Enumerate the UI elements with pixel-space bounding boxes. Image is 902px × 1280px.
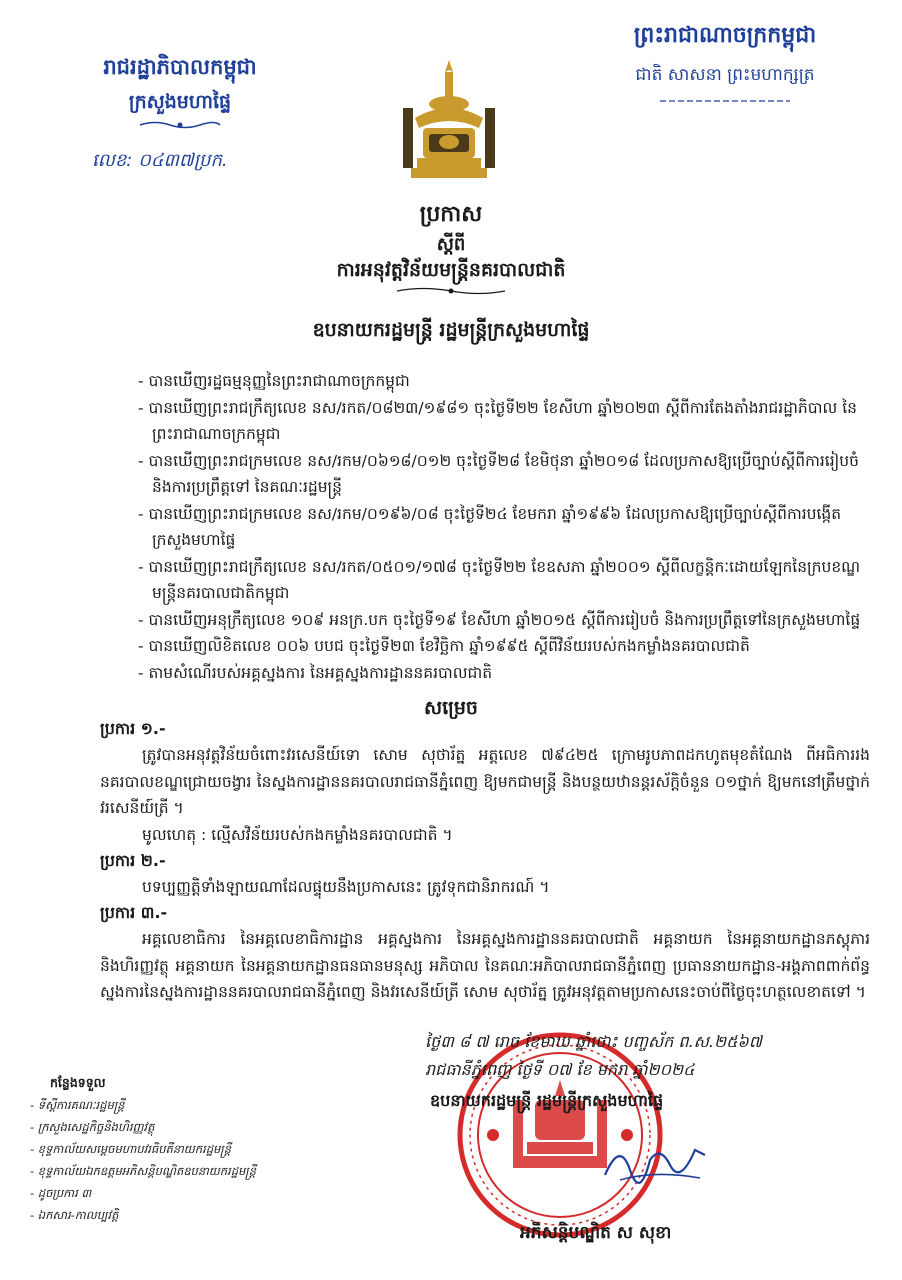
solar-date: រាជធានីភ្នំពេញ ថ្ងៃទី ០៧ ខែ មករា ឆ្នាំ២០២៤ [425,1060,695,1079]
list-item: - បានឃើញព្រះរាជក្រមលេខ នស/រកម/០១៩៦/០៨ ចុះថ្ងៃទី២៤ ខែមករា ឆ្នាំ១៩៩៦ ដែលប្រកាសឱ្យប្រើច្បាប់ស្តីពីការបង្កើតក្រសួងមហាផ្ទៃ [138,504,842,549]
left-header [50,52,310,138]
article-1-label: ប្រការ ១.- [100,719,166,738]
list-item: - ក្រសួងសេដ្ឋកិច្ចនិងហិរញ្ញវត្ថុ [30,1120,155,1134]
royal-emblem-icon [395,58,503,188]
list-item: - បានឃើញព្រះរាជក្រឹត្យលេខ នស/រកត/០៥០១/១៧៨ ចុះថ្ងៃទី២២ ខែឧសភា ឆ្នាំ២០០១ ស្តីពីលក្ខន្តិកៈដោយឡែកនៃក្របខណ្ឌមន្ត្រីនគរបាលជាតិកម្ពុជា [138,557,861,602]
list-item: - ខុទ្ទកាល័យឯកឧត្តមអភិសន្តិបណ្ឌិតឧបនាយករដ្ឋមន្ត្រី [30,1164,257,1178]
article-3-body: អគ្គលេខាធិការ នៃអគ្គលេខាធិការដ្ឋាន អគ្គស្នងការ នៃអគ្គស្នងការដ្ឋាននគរបាលជាតិ អគ្គនាយក នៃអគ្គនាយកដ្ឋានភស្តុភារនិងហិរញ្ញវត្ថុ អគ្គនាយក នៃអគ្គនាយកដ្ឋានធនធានមនុស្ស អភិបាល នៃគណៈអភិបាលរាជធានីភ្នំពេញ ប្រធាននាយកដ្ឋាន-អង្គភាពពាក់ព័ន្ធ ស្នងការនៃស្នងការដ្ឋាននគរបាលរាជធានីភ្នំពេញ និងវរសេនីយ៍ត្រី សោម សុថារ័ត្ន ត្រូវអនុវត្តតាមប្រកាសនេះចាប់ពីថ្ងៃចុះហត្ថលេខាតទៅ ។ [100,930,870,1001]
ministry-name: ក្រសួងមហាផ្ទៃ [128,91,232,113]
document-subtitle: ស្តីពី [436,234,466,255]
article-1-reason-text: មូលហេតុ : ល្មើសវិន័យរបស់កងកម្លាំងនគរបាលជាតិ ។ [142,826,453,844]
right-header [590,20,860,109]
article-1-text [100,742,870,822]
issuing-authority: ឧបនាយករដ្ឋមន្ត្រី រដ្ឋមន្ត្រីក្រសួងមហាផ្ទៃ [312,319,590,341]
article-2-body: បទប្បញ្ញត្តិទាំងឡាយណាដែលផ្ទុយនឹងប្រកាសនេះ ត្រូវទុកជានិរាករណ៍ ។ [142,878,550,896]
list-item: - ឯកសារ-កាលប្បវត្តិ [30,1208,119,1222]
signatory-title: ឧបនាយករដ្ឋមន្ត្រី រដ្ឋមន្ត្រីក្រសួងមហាផ្ទៃ [430,1091,664,1110]
article-2-text [100,874,870,901]
document-subject: ការអនុវត្តវិន័យមន្ត្រីនគរបាលជាតិ [336,259,566,281]
date-block [425,1028,875,1084]
list-item: - តាមសំណើរបស់អគ្គស្នងការ នៃអគ្គស្នងការដ្ឋាននគរបាលជាតិ [138,663,493,682]
list-item: - ទីស្តីការគណៈរដ្ឋមន្ត្រី [30,1098,125,1112]
document-title: ប្រកាស [419,202,483,227]
article-1-body: ត្រូវបានអនុវត្តវិន័យចំពោះវរសេនីយ៍ទោ សោម សុថារ័ត្ន អត្តលេខ ៧៩៤២៥ ក្រោមរូបភាពដកហូតមុខតំណែង ពីអធិការរងនគរបាលខណ្ឌជ្រោយចង្វារ នៃស្នងការដ្ឋាននគរបាលរាជធានីភ្នំពេញ ឱ្យមកជាមន្ត្រី និងបន្ថយឋានន្តរស័ក្តិចំនួន ០១ថ្នាក់ ឱ្យមកនៅត្រឹមថ្នាក់ វរសេនីយ៍ត្រី ។ [100,746,870,817]
list-item: - ដូចប្រការ ៣ [30,1186,92,1200]
list-item: - បានឃើញព្រះរាជក្រឹត្យលេខ នស/រកត/០៨២៣/១៩៨១ ចុះថ្ងៃទី២២ ខែសីហា ឆ្នាំ២០២៣ ស្តីពីការតែងតាំងរាជរដ្ឋាភិបាល នៃព្រះរាជាណាចក្រកម្ពុជា [138,398,857,443]
list-item: - បានឃើញរដ្ឋធម្មនុញ្ញនៃព្រះរាជាណាចក្រកម្ពុជា [138,372,410,390]
article-1-reason [100,822,870,849]
list-item: - ខុទ្ទកាល័យសម្តេចមហាបវរធិបតីនាយករដ្ឋមន្ត្រី [30,1142,232,1156]
article-3-label: ប្រការ ៣.- [100,903,168,922]
government-name: រាជរដ្ឋាភិបាលកម្ពុជា [103,55,257,79]
list-item: - បានឃើញព្រះរាជក្រមលេខ នស/រកម/០៦១៨/០១២ ចុះថ្ងៃទី២៨ ខែមិថុនា ឆ្នាំ២០១៨ ដែលប្រកាសឱ្យប្រើច្បាប់ស្តីពីការរៀបចំ និងការប្រព្រឹត្តទៅ នៃគណៈរដ្ឋមន្ត្រី [138,451,859,496]
signer-name: អភិសន្តិបណ្ឌិត ស សុខា [520,1223,672,1243]
ornament-line-icon [660,97,790,105]
decision-heading: សម្រេច [424,697,478,719]
document-number: លេខ: ០៤៣៧ប្រក. [92,150,228,171]
handwritten-signature-icon [600,1130,710,1190]
article-2-label: ប្រការ ២.- [100,851,166,870]
list-item: - បានឃើញលិខិតលេខ ០០៦ បបជ ចុះថ្ងៃទី២៣ ខែវិច្ឆិកា ឆ្នាំ១៩៩៥ ស្តីពីវិន័យរបស់កងកម្លាំងនគរបាលជាតិ [138,637,750,655]
recipients-heading: កន្លែងទទួល [50,1075,106,1090]
article-3-text [100,926,870,1006]
national-motto: ជាតិ សាសនា ព្រះមហាក្សត្រ [635,65,815,85]
recipients-block [30,1072,256,1226]
divider-ornament-icon [395,286,507,296]
ornament-icon [135,120,225,130]
lunar-date: ថ្ងៃ៣ ៨ ៧ រោច ខែមាឃ ឆ្នាំថោះ បញ្ចស័ក ព.ស.២៥៦៧ [425,1032,762,1051]
preamble-list [138,368,868,686]
list-item: - បានឃើញអនុក្រឹត្យលេខ ១០៩ អនក្រ.បក ចុះថ្ងៃទី១៩ ខែសីហា ឆ្នាំ២០១៥ ស្តីពីការរៀបចំ និងការប្រព្រឹត្តទៅនៃក្រសួងមហាផ្ទៃ [138,610,861,629]
kingdom-name: ព្រះរាជាណាចក្រកម្ពុជា [633,23,817,48]
